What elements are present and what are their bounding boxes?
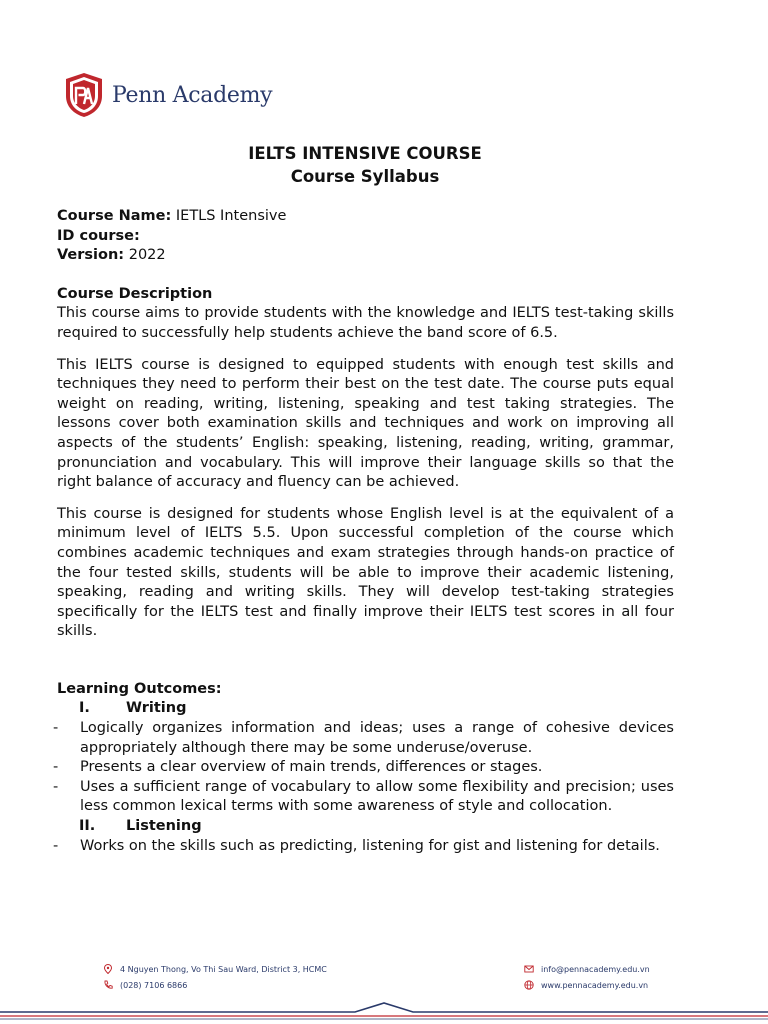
list-item-text: Logically organizes information and ideas; uses a range of cohesive devices appropriately although there may be some underuse/overuse. (80, 720, 674, 756)
section-number: II. (79, 818, 96, 835)
list-item (53, 778, 674, 817)
document-subtitle: Course Syllabus (290, 167, 440, 186)
footer-phone (103, 980, 187, 990)
website-link[interactable]: www.pennacademy.edu.vn (541, 980, 649, 990)
pa-shield-logo-icon (64, 72, 104, 118)
bullet-dash: - (53, 759, 59, 776)
section-title: Listening (126, 818, 202, 835)
list-item (53, 837, 674, 857)
page-footer (0, 958, 768, 1024)
logo-name: Penn Academy (112, 82, 273, 108)
description-paragraph: This IELTS course is designed to equipped students with enough test skills and techniques they need to perform their best on the test date. The course puts equal weight on reading, writing, listening, speaking and test taking strategies. The lessons cover both examination skills and techniques and work on improving all aspects of the students’ English: speaking, listening, reading, writing, grammar, pronunciation and vocabulary. This will improve their language skills so that the right balance of accuracy and fluency can be achieved. (57, 356, 674, 491)
course-id-row (57, 227, 674, 247)
footer-decorative-lines (0, 998, 768, 1024)
email-link[interactable]: info@pennacademy.edu.vn (541, 964, 650, 974)
phone-icon (103, 980, 113, 990)
section-listening-heading (79, 817, 674, 837)
list-item (53, 758, 674, 778)
list-item-text: Works on the skills such as predicting, listening for gist and listening for details. (80, 837, 660, 854)
bullet-dash: - (53, 720, 59, 737)
section-title: Writing (126, 700, 187, 717)
globe-icon (524, 980, 534, 990)
version-label: Version: (57, 247, 125, 264)
section-number: I. (79, 700, 90, 717)
course-name-row (57, 207, 674, 227)
bullet-dash: - (53, 837, 59, 854)
description-heading: Course Description (57, 285, 213, 302)
list-item-text: Presents a clear overview of main trends, differences or stages. (80, 759, 543, 776)
mail-icon (524, 964, 534, 974)
footer-email (524, 964, 650, 974)
version-value: 2022 (128, 247, 166, 264)
version-row (57, 246, 674, 266)
description-paragraph: This course aims to provide students with the knowledge and IELTS test-taking skills required to successfully help students achieve the band score of 6.5. (57, 305, 674, 341)
section-writing-heading (79, 699, 674, 719)
bullet-dash: - (53, 778, 59, 795)
outcomes-heading: Learning Outcomes: (57, 680, 222, 697)
document-title: IELTS INTENSIVE COURSE (248, 144, 482, 163)
course-name-label: Course Name: (57, 208, 172, 224)
phone-text: (028) 7106 6866 (120, 980, 188, 990)
address-text: 4 Nguyen Thong, Vo Thi Sau Ward, District 3, HCMC (120, 964, 327, 974)
list-item (53, 719, 674, 758)
description-paragraph: This course is designed for students whose English level is at the equivalent of a minimum level of IELTS 5.5. Upon successful completion of the course which combines academic techniques and exam strategies through hands-on practice of the four tested skills, students will be able to improve their academic listening, speaking, reading and writing skills. They will develop test-taking strategies specifically for the IELTS test and finally improve their IELTS test scores in all four skills. (57, 505, 674, 640)
course-id-label: ID course: (57, 227, 140, 244)
footer-website (524, 980, 648, 990)
logo (64, 72, 272, 118)
location-icon (103, 964, 113, 974)
list-item-text: Uses a sufficient range of vocabulary to allow some flexibility and precision; uses less common lexical terms with some awareness of style and collocation. (80, 778, 674, 815)
course-name-value: IETLS Intensive (175, 208, 287, 224)
footer-address (103, 964, 327, 974)
document-body (53, 207, 674, 856)
